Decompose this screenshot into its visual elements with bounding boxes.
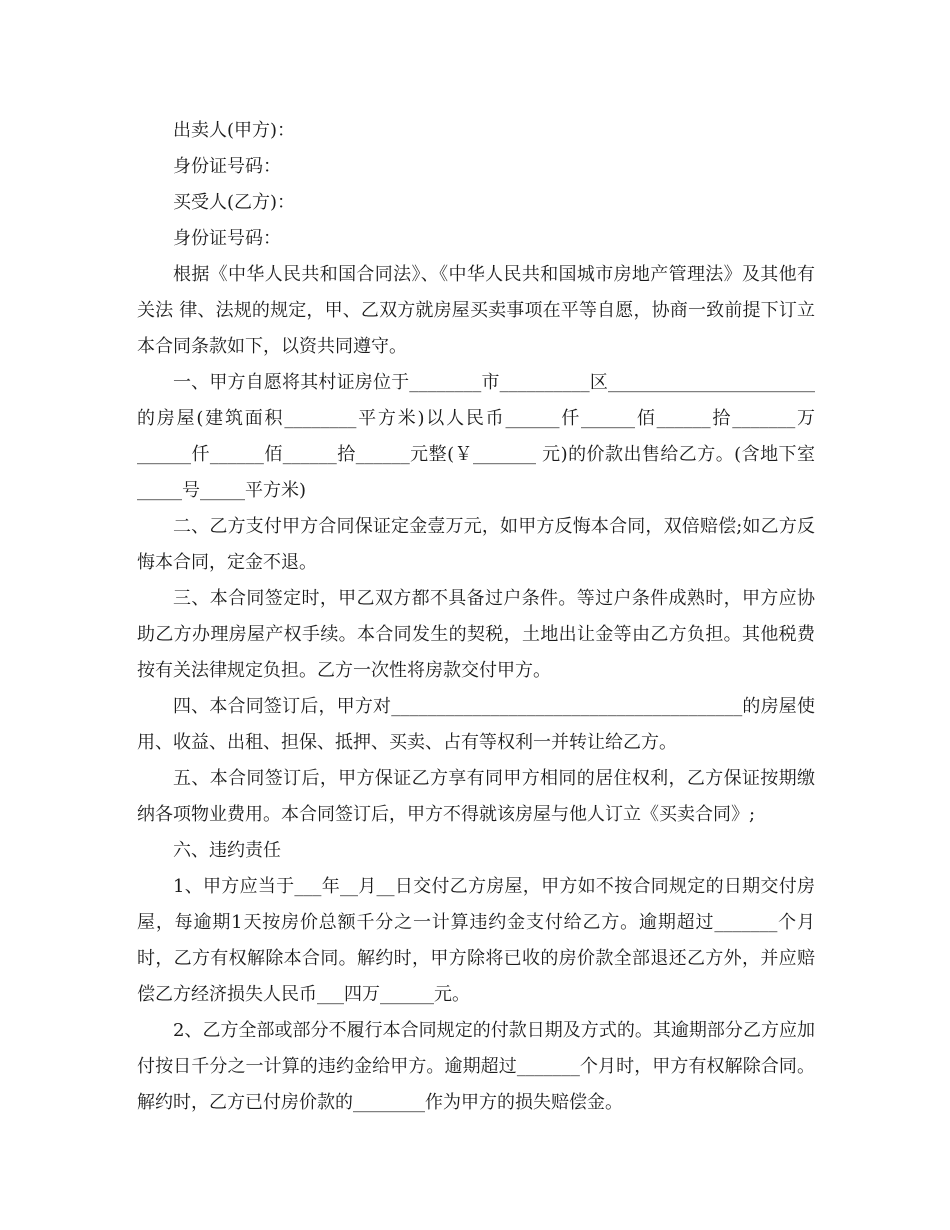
buyer-id-line: 身份证号码： xyxy=(173,228,281,249)
clause-6-item-2: 2、乙方全部或部分不履行本合同规定的付款日期及方式的。其逾期部分乙方应加付按日千分之一计算的违约金给甲方。逾期超过_______个月时，甲方有权解除合同。解约时，乙方已付房价款的________作为甲方的损失赔偿金。 xyxy=(137,1020,815,1113)
clause-2: 二、乙方支付甲方合同保证定金壹万元，如甲方反悔本合同，双倍赔偿;如乙方反悔本合同，定金不退。 xyxy=(137,516,815,573)
seller-line: 出卖人(甲方)： xyxy=(173,120,296,141)
clause-3: 三、本合同签定时，甲乙双方都不具备过户条件。等过户条件成熟时，甲方应协助乙方办理房屋产权手续。本合同发生的契税，土地出让金等由乙方负担。其他税费按有关法律规定负担。乙方一次性将房款交付甲方。 xyxy=(137,588,815,681)
clause-6-heading: 六、违约责任 xyxy=(173,840,281,861)
buyer-line: 买受人(乙方)： xyxy=(173,192,296,213)
seller-id-line: 身份证号码： xyxy=(173,156,281,177)
clause-1: 一、甲方自愿将其村证房位于________市__________区_______________________的房屋(建筑面积________平方米)以人民币______仟______佰______拾_______万______仟______佰______拾______元整(￥_______ 元)的价款出售给乙方。(含地下室_____号_____平方米) xyxy=(137,372,815,501)
preamble-paragraph: 根据《中华人民共和国合同法》、《中华人民共和国城市房地产管理法》及其他有关法 律、法规的规定，甲、乙双方就房屋买卖事项在平等自愿，协商一致前提下订立本合同条款如下，以资共同遵守。 xyxy=(137,264,815,357)
clause-5: 五、本合同签订后，甲方保证乙方享有同甲方相同的居住权利，乙方保证按期缴纳各项物业费用。本合同签订后，甲方不得就该房屋与他人订立《买卖合同》; xyxy=(137,768,815,825)
clause-6-item-1: 1、甲方应当于___年__月__日交付乙方房屋，甲方如不按合同规定的日期交付房屋，每逾期1天按房价总额千分之一计算违约金支付给乙方。逾期超过_______个月时，乙方有权解除本合同。解约时，甲方除将已收的房价款全部退还乙方外，并应赔偿乙方经济损失人民币___四万______元。 xyxy=(137,876,815,1005)
contract-body xyxy=(137,113,815,1121)
clause-4: 四、本合同签订后，甲方对_______________________________________的房屋使用、收益、出租、担保、抵押、买卖、占有等权利一并转让给乙方。 xyxy=(137,696,815,753)
